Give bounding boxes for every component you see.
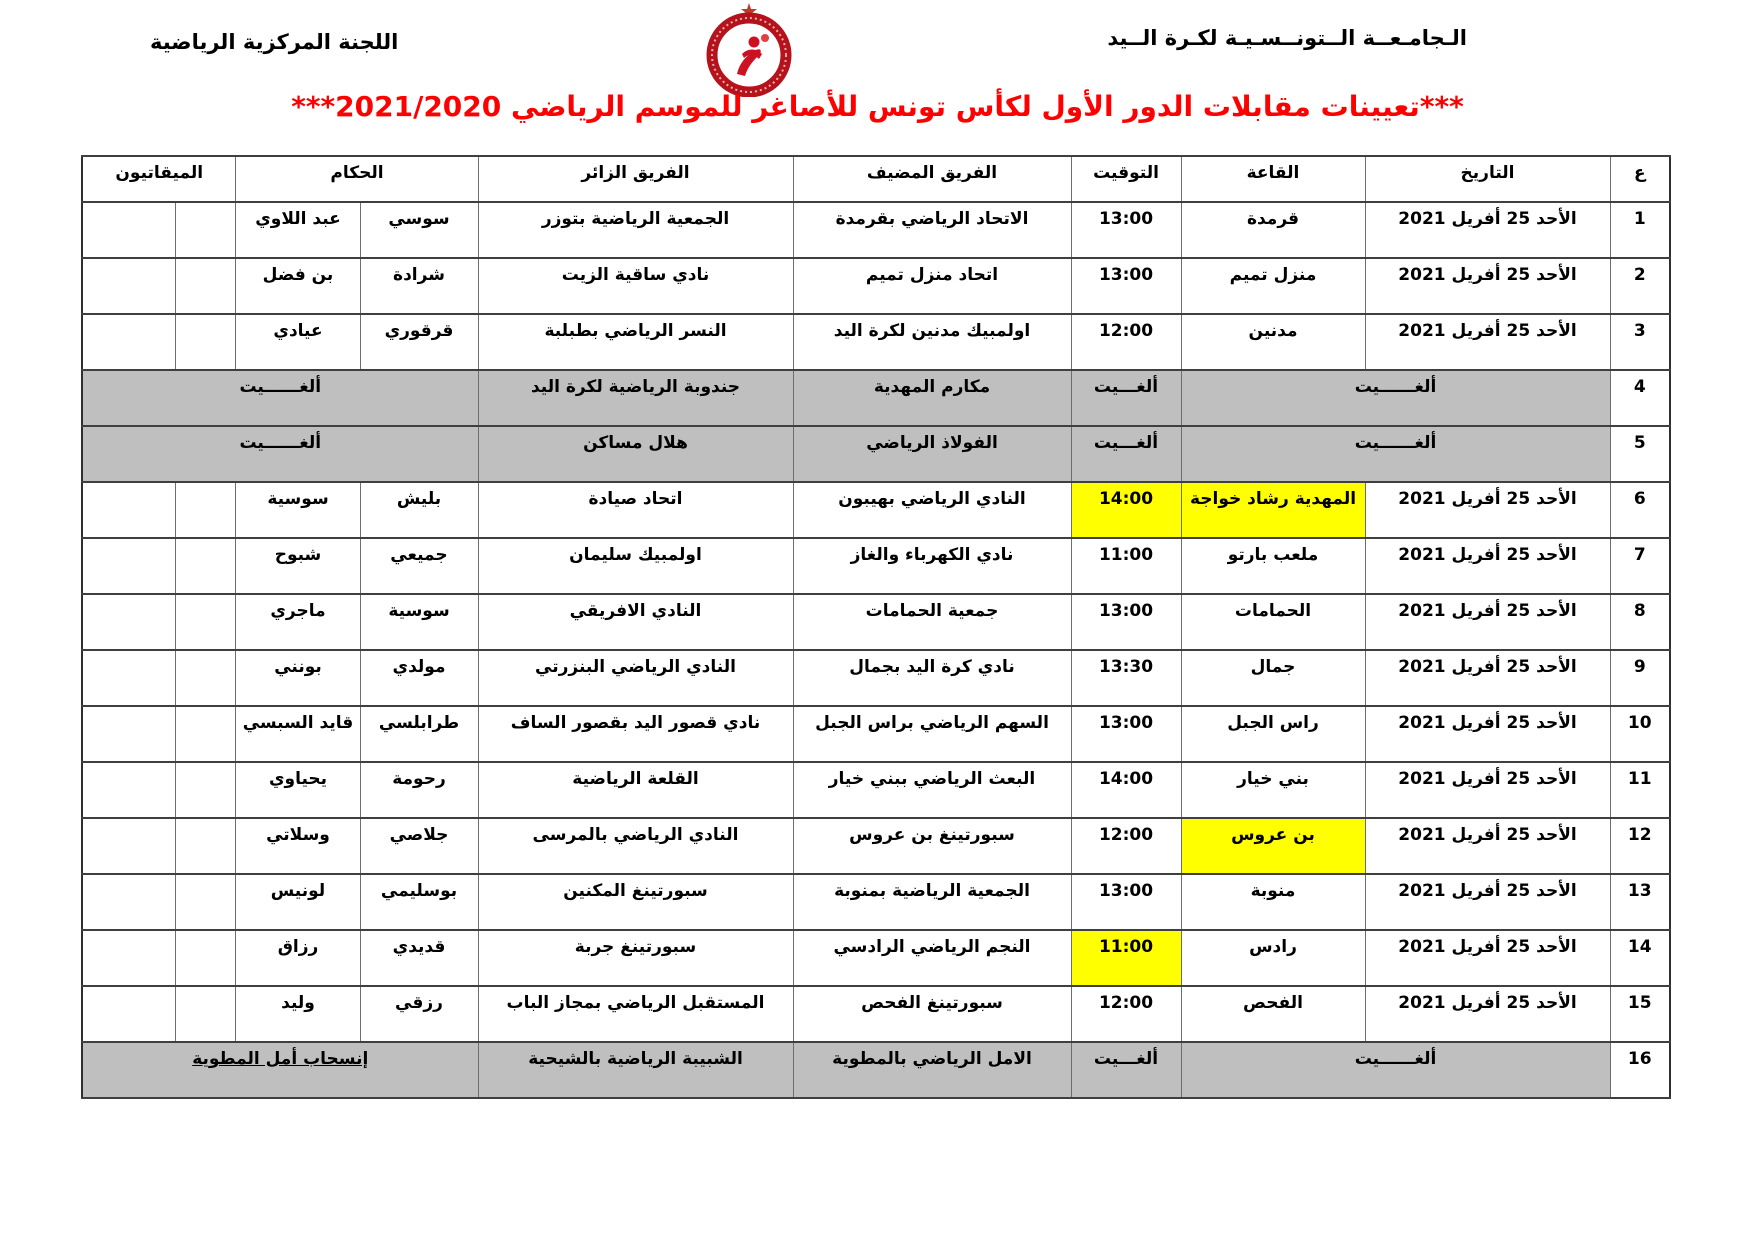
referee1-cell: جميعي xyxy=(360,538,478,594)
timekeeper2-cell xyxy=(82,818,176,874)
hall-cell: منزل تميم xyxy=(1181,258,1365,314)
time-cell: ألغـــيت xyxy=(1071,426,1181,482)
match-row xyxy=(82,874,1670,930)
date-cell: الأحد 25 أفريل 2021 xyxy=(1365,986,1610,1042)
timekeeper2-cell xyxy=(82,874,176,930)
visitor-team-cell: سبورتينغ جربة xyxy=(478,930,793,986)
visitor-team-cell: القلعة الرياضية xyxy=(478,762,793,818)
timekeeper2-cell xyxy=(82,706,176,762)
header-time: التوقيت xyxy=(1071,156,1181,202)
page-title: ***تعيينات مقابلات الدور الأول لكأس تونس للأصاغر للموسم الرياضي 2021/2020*** xyxy=(291,90,1464,123)
hall-cell: الحمامات xyxy=(1181,594,1365,650)
officials-note-cell: ألغــــــيت xyxy=(82,370,478,426)
match-number-cell: 1 xyxy=(1610,202,1670,258)
visitor-team-cell: المستقبل الرياضي بمجاز الباب xyxy=(478,986,793,1042)
referee2-cell: ماجري xyxy=(236,594,360,650)
timekeeper1-cell xyxy=(176,986,236,1042)
referee2-cell: لونيس xyxy=(236,874,360,930)
hall-cell: جمال xyxy=(1181,650,1365,706)
date-cell: الأحد 25 أفريل 2021 xyxy=(1365,258,1610,314)
timekeeper2-cell xyxy=(82,986,176,1042)
timekeeper1-cell xyxy=(176,650,236,706)
date-cell: الأحد 25 أفريل 2021 xyxy=(1365,874,1610,930)
referee2-cell: وليد xyxy=(236,986,360,1042)
timekeeper1-cell xyxy=(176,482,236,538)
header-visitor-team: الفريق الزائر xyxy=(478,156,793,202)
header-hall: القاعة xyxy=(1181,156,1365,202)
federation-name: الـجامـعــة الــتونــسـيـة لكـرة الــيد xyxy=(1107,26,1467,50)
visitor-team-cell: النادي الرياضي بالمرسى xyxy=(478,818,793,874)
timekeeper2-cell xyxy=(82,594,176,650)
timekeeper1-cell xyxy=(176,594,236,650)
visitor-team-cell: سبورتينغ المكنين xyxy=(478,874,793,930)
timekeeper1-cell xyxy=(176,930,236,986)
match-number-cell: 16 xyxy=(1610,1042,1670,1098)
time-cell: 11:00 xyxy=(1071,538,1181,594)
hall-cell: مدنين xyxy=(1181,314,1365,370)
match-row xyxy=(82,594,1670,650)
visitor-team-cell: نادي قصور اليد بقصور الساف xyxy=(478,706,793,762)
date-cell: الأحد 25 أفريل 2021 xyxy=(1365,314,1610,370)
referee2-cell: وسلاتي xyxy=(236,818,360,874)
time-cell: ألغـــيت xyxy=(1071,1042,1181,1098)
timekeeper2-cell xyxy=(82,650,176,706)
match-row xyxy=(82,314,1670,370)
date-cell: الأحد 25 أفريل 2021 xyxy=(1365,762,1610,818)
header-row xyxy=(82,156,1670,202)
host-team-cell: الجمعية الرياضية بمنوبة xyxy=(793,874,1071,930)
matches-schedule-table xyxy=(81,155,1671,1099)
date-hall-cancelled-cell: ألغــــــيت xyxy=(1181,1042,1610,1098)
date-cell: الأحد 25 أفريل 2021 xyxy=(1365,818,1610,874)
timekeeper1-cell xyxy=(176,762,236,818)
referee1-cell: سوسي xyxy=(360,202,478,258)
visitor-team-cell: النسر الرياضي بطبلبة xyxy=(478,314,793,370)
match-row-cancelled xyxy=(82,426,1670,482)
match-number-cell: 13 xyxy=(1610,874,1670,930)
host-team-cell: سبورتينغ بن عروس xyxy=(793,818,1071,874)
host-team-cell: السهم الرياضي براس الجبل xyxy=(793,706,1071,762)
timekeeper1-cell xyxy=(176,818,236,874)
visitor-team-cell: نادي ساقية الزيت xyxy=(478,258,793,314)
time-cell: 12:00 xyxy=(1071,314,1181,370)
referee2-cell: عيادي xyxy=(236,314,360,370)
match-row xyxy=(82,202,1670,258)
host-team-cell: سبورتينغ الفحص xyxy=(793,986,1071,1042)
timekeeper1-cell xyxy=(176,874,236,930)
hall-cell: بن عروس xyxy=(1181,818,1365,874)
host-team-cell: اتحاد منزل تميم xyxy=(793,258,1071,314)
visitor-team-cell: اتحاد صيادة xyxy=(478,482,793,538)
referee2-cell: سوسية xyxy=(236,482,360,538)
timekeeper2-cell xyxy=(82,538,176,594)
timekeeper2-cell xyxy=(82,258,176,314)
match-number-cell: 9 xyxy=(1610,650,1670,706)
visitor-team-cell: هلال مساكن xyxy=(478,426,793,482)
date-cell: الأحد 25 أفريل 2021 xyxy=(1365,930,1610,986)
referee2-cell: بن فضل xyxy=(236,258,360,314)
host-team-cell: اولمبيك مدنين لكرة اليد xyxy=(793,314,1071,370)
timekeeper2-cell xyxy=(82,202,176,258)
referee1-cell: بليش xyxy=(360,482,478,538)
match-number-cell: 15 xyxy=(1610,986,1670,1042)
visitor-team-cell: النادي الرياضي البنزرتي xyxy=(478,650,793,706)
match-row xyxy=(82,706,1670,762)
timekeeper1-cell xyxy=(176,202,236,258)
match-row-cancelled xyxy=(82,370,1670,426)
host-team-cell: الاتحاد الرياضي بقرمدة xyxy=(793,202,1071,258)
time-cell: 13:00 xyxy=(1071,258,1181,314)
referee2-cell: يحياوي xyxy=(236,762,360,818)
date-cell: الأحد 25 أفريل 2021 xyxy=(1365,706,1610,762)
time-cell: ألغـــيت xyxy=(1071,370,1181,426)
hall-cell: قرمدة xyxy=(1181,202,1365,258)
match-row xyxy=(82,818,1670,874)
hall-cell: منوبة xyxy=(1181,874,1365,930)
match-number-cell: 5 xyxy=(1610,426,1670,482)
match-row xyxy=(82,650,1670,706)
host-team-cell: البعث الرياضي ببني خيار xyxy=(793,762,1071,818)
referee1-cell: شرادة xyxy=(360,258,478,314)
referee1-cell: قرقوري xyxy=(360,314,478,370)
host-team-cell: نادي الكهرباء والغاز xyxy=(793,538,1071,594)
match-number-cell: 2 xyxy=(1610,258,1670,314)
referee1-cell: طرابلسي xyxy=(360,706,478,762)
match-row xyxy=(82,762,1670,818)
schedule-table-container xyxy=(81,155,1671,1099)
match-number-cell: 4 xyxy=(1610,370,1670,426)
timekeeper2-cell xyxy=(82,482,176,538)
date-cell: الأحد 25 أفريل 2021 xyxy=(1365,650,1610,706)
referee2-cell: رزاق xyxy=(236,930,360,986)
host-team-cell: جمعية الحمامات xyxy=(793,594,1071,650)
match-row xyxy=(82,482,1670,538)
hall-cell: ملعب بارتو xyxy=(1181,538,1365,594)
time-cell: 13:00 xyxy=(1071,202,1181,258)
officials-note-cell: إنسحاب أمل المطوية xyxy=(82,1042,478,1098)
referee1-cell: بوسليمي xyxy=(360,874,478,930)
time-cell: 12:00 xyxy=(1071,818,1181,874)
header-serial: ع xyxy=(1610,156,1670,202)
match-row xyxy=(82,930,1670,986)
match-number-cell: 7 xyxy=(1610,538,1670,594)
hall-cell: الفحص xyxy=(1181,986,1365,1042)
timekeeper2-cell xyxy=(82,314,176,370)
timekeeper1-cell xyxy=(176,538,236,594)
date-hall-cancelled-cell: ألغــــــيت xyxy=(1181,426,1610,482)
time-cell: 11:00 xyxy=(1071,930,1181,986)
visitor-team-cell: اولمبيك سليمان xyxy=(478,538,793,594)
referee2-cell: بونني xyxy=(236,650,360,706)
timekeeper2-cell xyxy=(82,930,176,986)
time-cell: 13:30 xyxy=(1071,650,1181,706)
match-row xyxy=(82,258,1670,314)
match-row xyxy=(82,538,1670,594)
time-cell: 13:00 xyxy=(1071,874,1181,930)
referee1-cell: جلاصي xyxy=(360,818,478,874)
timekeeper2-cell xyxy=(82,762,176,818)
host-team-cell: الامل الرياضي بالمطوية xyxy=(793,1042,1071,1098)
time-cell: 12:00 xyxy=(1071,986,1181,1042)
referee1-cell: مولدي xyxy=(360,650,478,706)
match-number-cell: 8 xyxy=(1610,594,1670,650)
hall-cell: بني خيار xyxy=(1181,762,1365,818)
referee2-cell: قايد السبسي xyxy=(236,706,360,762)
match-row-cancelled xyxy=(82,1042,1670,1098)
visitor-team-cell: النادي الافريقي xyxy=(478,594,793,650)
match-number-cell: 14 xyxy=(1610,930,1670,986)
hall-cell: رادس xyxy=(1181,930,1365,986)
hall-cell: المهدية رشاد خواجة xyxy=(1181,482,1365,538)
referee1-cell: رزقي xyxy=(360,986,478,1042)
host-team-cell: مكارم المهدية xyxy=(793,370,1071,426)
match-number-cell: 12 xyxy=(1610,818,1670,874)
referee2-cell: شبوح xyxy=(236,538,360,594)
federation-logo-icon xyxy=(704,2,794,97)
header-host-team: الفريق المضيف xyxy=(793,156,1071,202)
date-cell: الأحد 25 أفريل 2021 xyxy=(1365,202,1610,258)
referee2-cell: عبد اللاوي xyxy=(236,202,360,258)
date-cell: الأحد 25 أفريل 2021 xyxy=(1365,538,1610,594)
hall-cell: راس الجبل xyxy=(1181,706,1365,762)
date-cell: الأحد 25 أفريل 2021 xyxy=(1365,594,1610,650)
time-cell: 13:00 xyxy=(1071,594,1181,650)
visitor-team-cell: الجمعية الرياضية بتوزر xyxy=(478,202,793,258)
timekeeper1-cell xyxy=(176,314,236,370)
match-row xyxy=(82,986,1670,1042)
host-team-cell: النجم الرياضي الرادسي xyxy=(793,930,1071,986)
time-cell: 14:00 xyxy=(1071,762,1181,818)
referee1-cell: قديدي xyxy=(360,930,478,986)
referee1-cell: سوسية xyxy=(360,594,478,650)
visitor-team-cell: الشبيبة الرياضية بالشيحية xyxy=(478,1042,793,1098)
visitor-team-cell: جندوبة الرياضية لكرة اليد xyxy=(478,370,793,426)
date-cell: الأحد 25 أفريل 2021 xyxy=(1365,482,1610,538)
time-cell: 14:00 xyxy=(1071,482,1181,538)
committee-name: اللجنة المركزية الرياضية xyxy=(150,30,399,54)
host-team-cell: نادي كرة اليد بجمال xyxy=(793,650,1071,706)
timekeeper1-cell xyxy=(176,706,236,762)
timekeeper1-cell xyxy=(176,258,236,314)
host-team-cell: الفولاذ الرياضي xyxy=(793,426,1071,482)
referee1-cell: رحومة xyxy=(360,762,478,818)
match-number-cell: 3 xyxy=(1610,314,1670,370)
time-cell: 13:00 xyxy=(1071,706,1181,762)
header-timekeepers: الميقاتيون xyxy=(82,156,236,202)
date-hall-cancelled-cell: ألغــــــيت xyxy=(1181,370,1610,426)
match-number-cell: 11 xyxy=(1610,762,1670,818)
match-number-cell: 6 xyxy=(1610,482,1670,538)
header-referees: الحكام xyxy=(236,156,478,202)
header-date: التاريخ xyxy=(1365,156,1610,202)
officials-note-cell: ألغــــــيت xyxy=(82,426,478,482)
host-team-cell: النادي الرياضي بهيبون xyxy=(793,482,1071,538)
match-number-cell: 10 xyxy=(1610,706,1670,762)
